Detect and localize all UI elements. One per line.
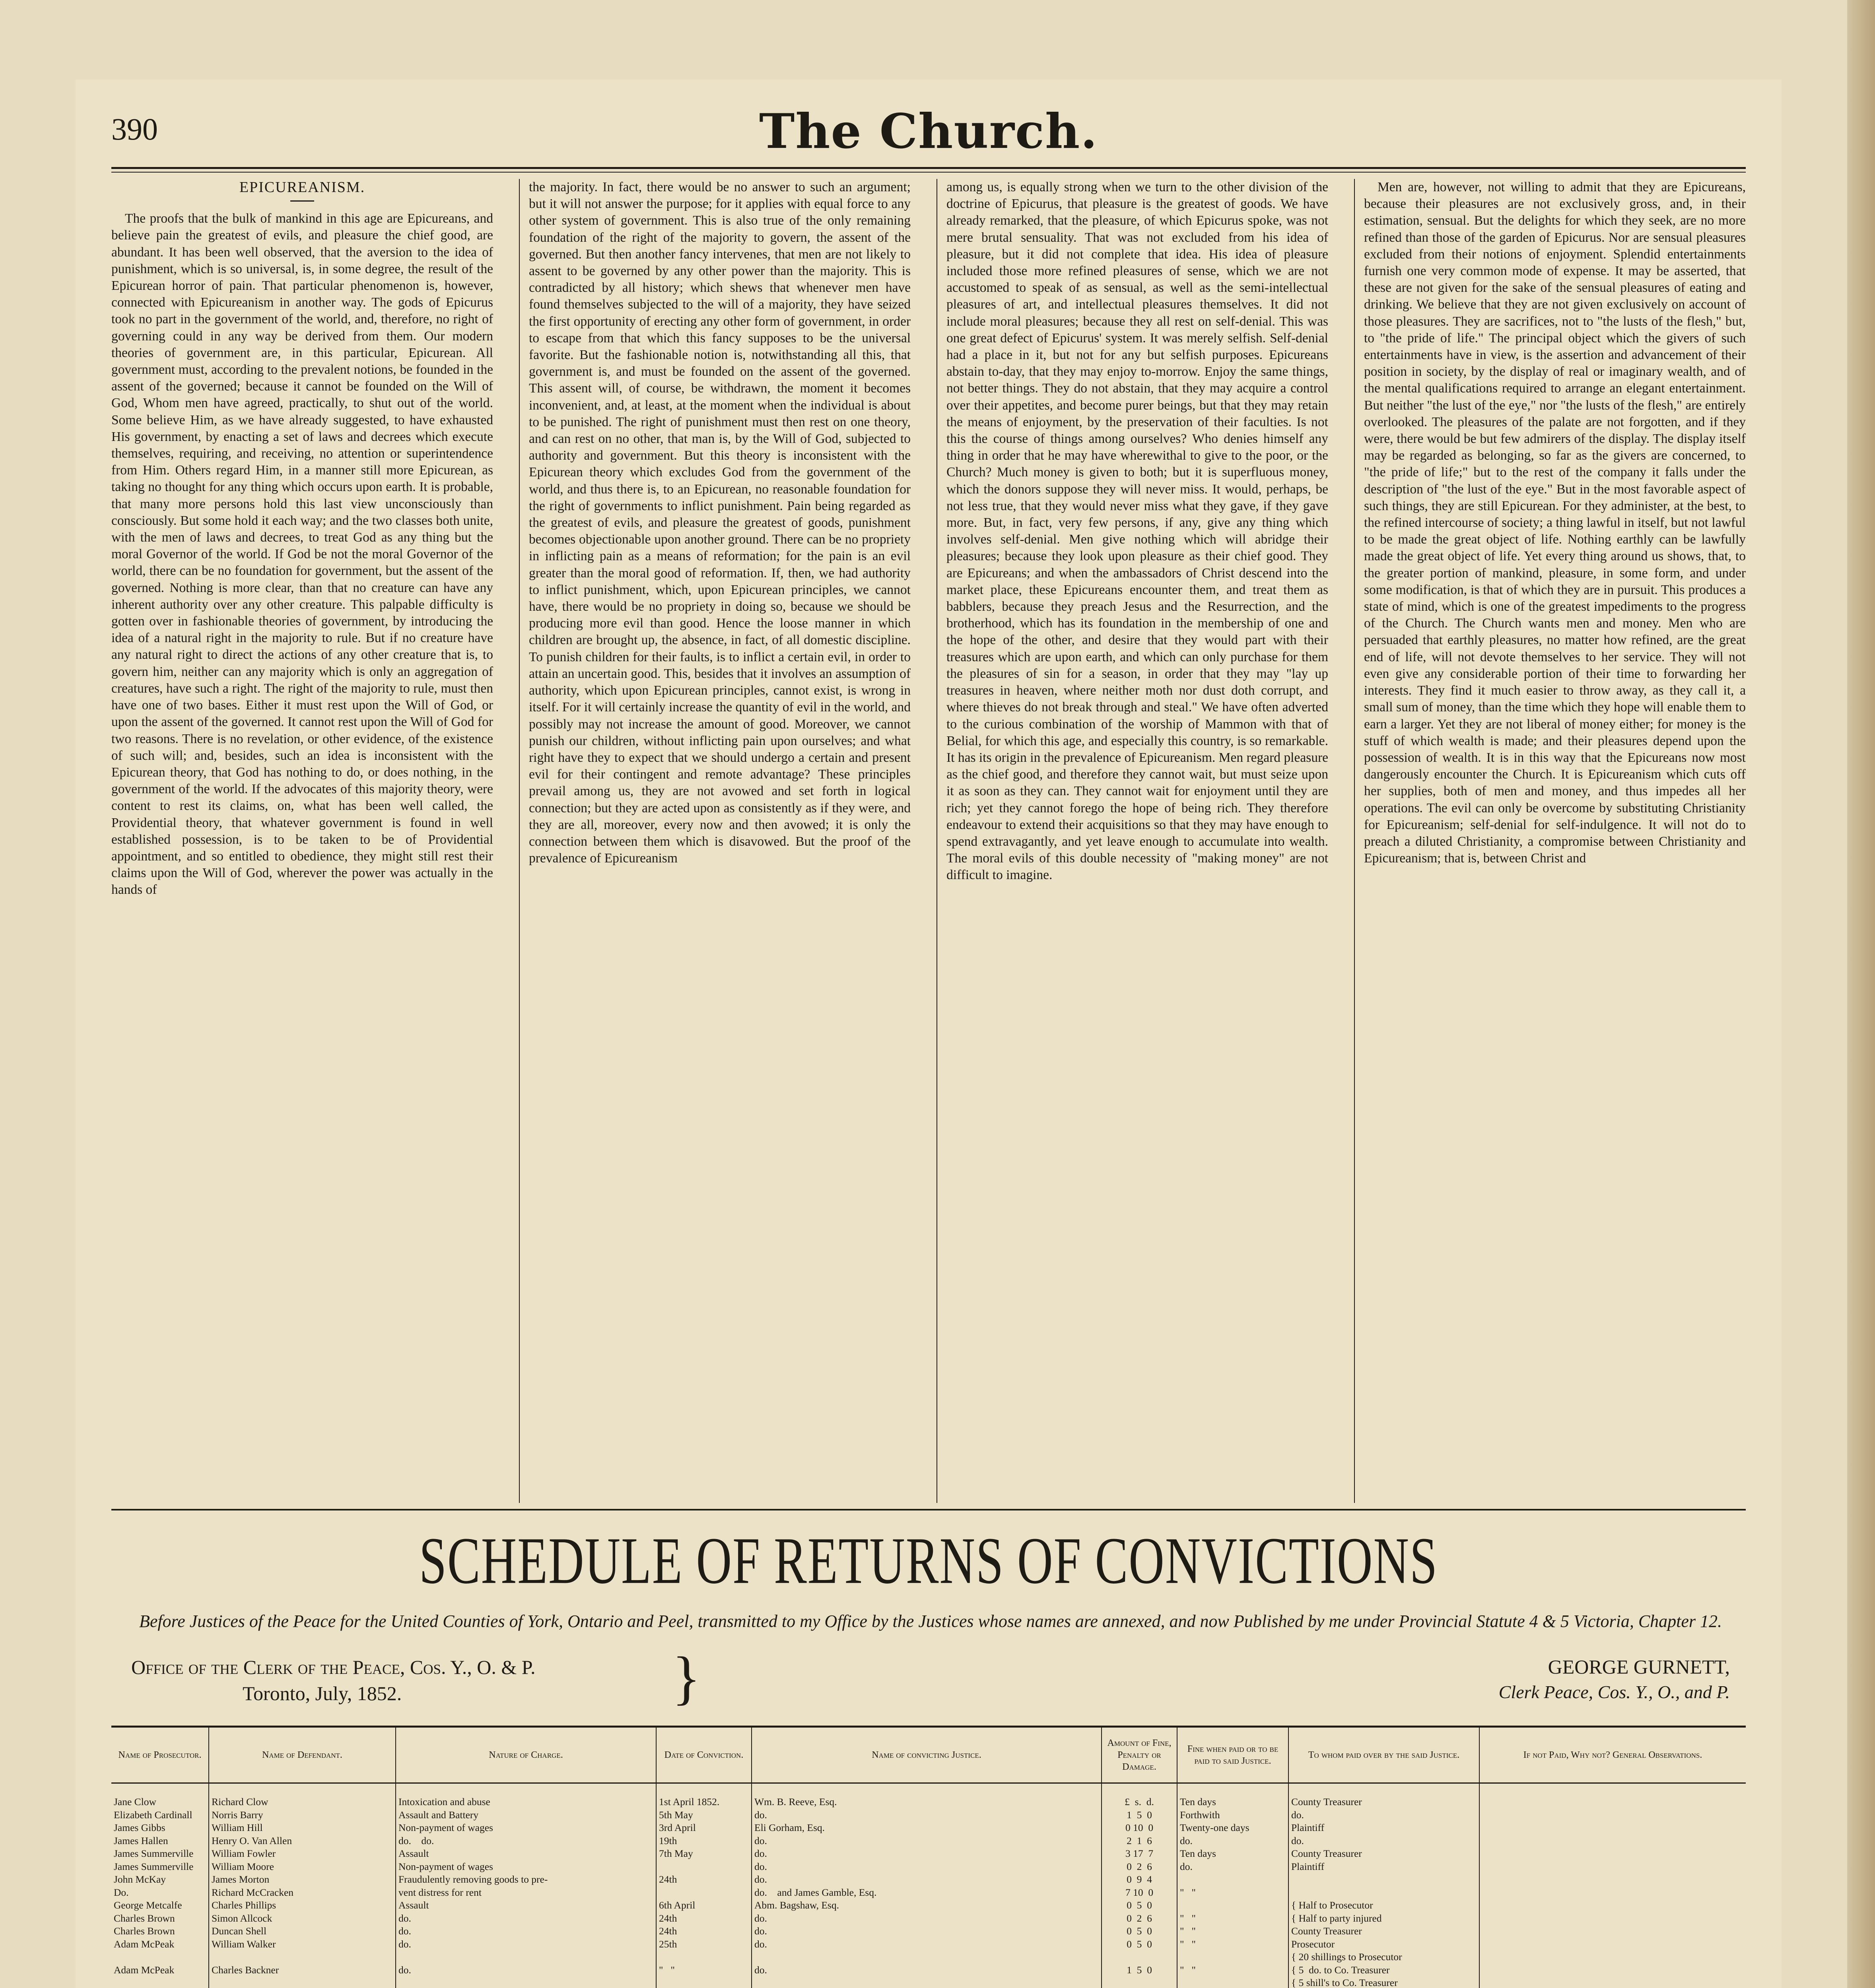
signer-name: GEORGE GURNETT, bbox=[1548, 1656, 1730, 1678]
article-text-col2: the majority. In fact, there would be no answer to such an argument; but it will not answer the purpose; for it applies with equal force to any other system of government. This is also true of the only remaining foundation of the right of the majority to govern, the assent of the governed. But then another fancy intervenes, that men are not likely to assent to be governed by any other power than the majority. This is contradicted by all history; which shews that whenever men have found themselves subjected to the will of a majority, they have seized the first opportunity of erecting any other form of government, in order to escape from that which this fancy supposes to be the universal favorite. But the fashionable notion is, notwithstanding all this, that government is, and must be founded on the assent of the governed. This assent will, of course, be withdrawn, the moment it becomes inconvenient, and, at least, at the moment when the individual is about to be punished. The right of punishment must then rest on one theory, and can rest on no other, that man is, by the Will of God, subjected to authority and government. But this theory is inconsistent with the Epicurean theory which excludes God from the government of the world, and thus there is, to an Epicurean, no reasonable foundation for the right of governments to inflict punishment. Pain being regarded as the greatest of evils, and pleasure the greatest of goods, punishment becomes objectionable upon another ground. There can be no propriety in inflicting pain as a means of reformation; for the pain is an evil greater than the moral good of reformation. If, then, we had authority to inflict punishment, which, upon Epicurean principles, we cannot have, there would be no propriety in doing so, because we should be producing more evil than good. Hence the loose manner in which children are brought up, the absence, in fact, of all domestic discipline. To punish children for their faults, is to inflict a certain evil, in order to attain an uncertain good. This, besides that it involves an assumption of authority, which upon Epicurean principles, cannot exist, is wrong in itself. For it will certainly increase the quantity of evil in the world, and possibly may not increase the amount of good. Moreover, we cannot punish our children, without inflicting pain upon ourselves; and what right have they to expect that we should undergo a certain and present evil for their contingent and remote advantage? These principles prevail among us, they are not avowed and set forth in logical connection; but they are acted upon as consistently as if they were, and they are all, moreover, every now and then avowed; it is only the connection between them which is disavowed. But the proof of the prevalence of Epicureanism bbox=[529, 180, 911, 866]
header-amount: Amount of Fine, Penalty or Damage. bbox=[1102, 1728, 1177, 1783]
article-column-2 bbox=[529, 179, 911, 1503]
newspaper-page bbox=[76, 80, 1782, 1988]
cell-paid-to: County Treasurer do. Plaintiff do. County Treasurer Plaintiff { Half to Prosecutor { Half to party injured County Treasurer Prosecutor { 20 shillings to Prosecutor { 5 do. to Co. Treasurer { 5 shill's to Co. Treasurer bbox=[1288, 1783, 1479, 1988]
article-columns bbox=[111, 179, 1746, 1503]
page-binding-edge bbox=[1847, 0, 1875, 1988]
cell-paid-when: Ten days Forthwith Twenty-one days do. Ten days do. " " " " " " " " " " bbox=[1177, 1783, 1288, 1988]
article-column-3 bbox=[946, 179, 1328, 1503]
convictions-table bbox=[111, 1726, 1746, 1988]
cell-justices: Wm. B. Reeve, Esq. do. Eli Gorham, Esq. do. do. do. do. do. and James Gamble, Esq. Abm. Bagshaw, Esq. do. do. do. do. bbox=[752, 1783, 1102, 1988]
office-line-2: Toronto, July, 1852. bbox=[243, 1682, 402, 1705]
page-header bbox=[111, 103, 1746, 163]
page-number: 390 bbox=[111, 112, 158, 146]
header-rule-thin bbox=[111, 172, 1746, 173]
article-column-1 bbox=[111, 179, 493, 1503]
cell-charges: Intoxication and abuse Assault and Battery Non-payment of wages do. do. Assault Non-payment of wages Fraudulently removing goods to pre- vent distress for rent Assault do. do. do. do. bbox=[396, 1783, 656, 1988]
article-title: EPICUREANISM. bbox=[239, 179, 365, 196]
cell-prosecutors: Jane Clow Elizabeth Cardinall James Gibbs James Hallen James Summerville James Summerville John McKay Do. George Metcalfe Charles Brown Charles Brown Adam McPeak Adam McPeak bbox=[111, 1783, 209, 1988]
schedule-signer bbox=[1499, 1654, 1730, 1705]
table-row bbox=[111, 1783, 1746, 1988]
signer-title: Clerk Peace, Cos. Y., O., and P. bbox=[1498, 1682, 1730, 1702]
cell-dates: 1st April 1852. 5th May 3rd April 19th 7th May 24th 6th April 24th 24th 25th " " bbox=[656, 1783, 752, 1988]
header-observations: If not Paid, Why not? General Observations. bbox=[1479, 1728, 1746, 1783]
cell-defendants: Richard Clow Norris Barry William Hill Henry O. Van Allen William Fowler William Moore James Morton Richard McCracken Charles Phillips Simon Allcock Duncan Shell William Walker Charles Backner bbox=[209, 1783, 396, 1988]
header-defendant: Name of Defendant. bbox=[209, 1728, 396, 1783]
header-prosecutor: Name of Prosecutor. bbox=[111, 1728, 209, 1783]
article-text-col3: among us, is equally strong when we turn to the other division of the doctrine of Epicurus, that pleasure is the greatest of goods. We have already remarked, that the pleasure, of which Epicurus spoke, was not mere brutal sensuality. That was not excluded from his idea of pleasure, but it did not complete that idea. His idea of pleasure included those more refined pleasures of sense, which we are not accustomed to speak of as sensual, as well as the semi-intellectual pleasures of art, and intellectual pleasures themselves. It did not include moral pleasures; because they all rest on self-denial. This was one great defect of Epicurus' system. It was merely selfish. Self-denial had a place in it, but not for any but selfish purposes. Epicureans abstain to-day, that they may enjoy to-morrow. Enjoy the same things, not better things. They do not abstain, that they may acquire a control over their appetites, and become purer beings, but that they may retain the means of enjoyment, by the preservation of their faculties. Is not this the course of things among ourselves? Who denies himself any thing in order that he may have wherewithal to give to the poor, or the Church? Much money is given to both; but it is superfluous money, which the donors suppose they will never miss. It would, perhaps, be not less true, that they would never miss what they gave, if they gave more. But, in fact, very few persons, if any, give any thing which involves self-denial. Men give nothing which will abridge their pleasures; because they look upon pleasure as their chief good. They are Epicureans; and when the ambassadors of Christ descend into the market place, these Epicureans encounter them, and treat them as babblers, because they preach Jesus and the Resurrection, and the brotherhood, which has its foundation in the membership of one and the hope of the other, and desire that they would part with their treasures which are upon earth, and which can only purchase for them the pleasures of sin for a season, in order that they may "lay up treasures in heaven, where neither moth nor dust doth corrupt, and where thieves do not break through and steal." We have often adverted to the curious combination of the worship of Mammon with that of Belial, for which this age, and especially this country, is so remarkable. It has its origin in the prevalence of Epicureanism. Men regard pleasure as the chief good, and therefore they cannot wait, but must seize upon it as soon as they can. They cannot wait for enjoyment until they are rich; yet they cannot forego the hope of being rich. They therefore endeavour to extend their acquisitions so that they may have enough to spend extravagantly, and yet leave enough to accumulate into wealth. The moral evils of this double necessity of "making money" are not difficult to imagine. bbox=[946, 180, 1328, 883]
article-column-4 bbox=[1364, 179, 1746, 1503]
schedule-title: SCHEDULE OF RETURNS OF CONVICTIONS bbox=[419, 1524, 1438, 1598]
section-rule bbox=[111, 1509, 1746, 1510]
column-divider bbox=[519, 179, 520, 1503]
header-rule-thick bbox=[111, 167, 1746, 169]
header-paid-to: To whom paid over by the said Justice. bbox=[1288, 1728, 1479, 1783]
header-charge: Nature of Charge. bbox=[396, 1728, 656, 1783]
brace-glyph: } bbox=[672, 1645, 701, 1711]
schedule-subtitle: Before Justices of the Peace for the United Counties of York, Ontario and Peel, transmitted to my Office by the Justices whose names are annexed, and now Published by me under Provincial Statute 4 & 5 Victoria, Chapter 12. bbox=[139, 1611, 1722, 1631]
office-line-1: Office of the Clerk of the Peace, Cos. Y., O. & P. bbox=[131, 1656, 536, 1678]
masthead: The Church. bbox=[759, 103, 1098, 159]
header-paid-when: Fine when paid or to be paid to said Justice. bbox=[1177, 1728, 1288, 1783]
title-rule bbox=[290, 200, 314, 202]
article-text-col4: Men are, however, not willing to admit that they are Epicureans, because their pleasures are not exclusively gross, and, in their estimation, sensual. But the delights for which they seek, are no more refined than those of the garden of Epicurus. Nor are sensual pleasures excluded from their notions of enjoyment. Splendid entertainments furnish one very common mode of expense. It may be asserted, that these are not given for the sake of the sensual pleasures of eating and drinking. We believe that they are not given exclusively on account of those pleasures. They are sacrifices, not to "the lusts of the flesh," but, to "the pride of life." The principal object which the givers of such entertainments have in view, is the assertion and advancement of their position in society, by the display of real or imaginary wealth, and of the mental qualifications required to arrange an elegant entertainment. But neither "the lust of the eye," nor "the lusts of the flesh," are entirely overlooked. The pleasures of the palate are not forgotten, and if they were, there would be but few admirers of the display. The display itself may be regarded as belonging, so far as the givers are concerned, to "the pride of life;" but to the rest of the company it falls under the description of "the lust of the eye." But in the most favorable aspect of such things, they are still Epicurean. For they administer, at the best, to the refined intercourse of society; a thing lawful in itself, but not lawful to be made the great object of life. Nothing earthly can be lawfully made the great object of life. Yet every thing around us shows, that, to the greater portion of mankind, pleasure, in some form, and under some modification, is that of which they are in pursuit. This produces a state of mind, which is one of the greatest impediments to the progress of the Church. The Church wants men and money. Men who are persuaded that earthly pleasures, no matter how refined, are the great end of life, will not devote themselves to her service. They will not even give any considerable portion of their time to forwarding her interests. They find it much easier to throw away, as they call it, a small sum of money, than the time which they hope will enable them to earn a larger. Yet they are not liberal of money either; for money is the stuff of which wealth is made; and their pleasures depend upon the possession of wealth. It is in this way that the Epicureans now most dangerously encounter the Church. It is Epicureanism which cuts off her supplies, both of men and money, and thus impedes all her operations. The evil can only be overcome by substituting Christianity for Epicureanism; self-denial for self-indulgence. It will not do to preach a diluted Christianity, a compromise between Christianity and Epicureanism; that is, between Christ and bbox=[1364, 180, 1746, 866]
cell-observations bbox=[1479, 1783, 1746, 1988]
header-justice: Name of convicting Justice. bbox=[752, 1728, 1102, 1783]
schedule-office bbox=[131, 1654, 536, 1706]
cell-amounts: £ s. d. 1 5 0 0 10 0 2 1 6 3 17 7 0 2 6 0 9 4 7 10 0 0 5 0 0 2 6 0 5 0 0 5 0 1 5 0 bbox=[1102, 1783, 1177, 1988]
header-date: Date of Conviction. bbox=[656, 1728, 752, 1783]
table-header-row bbox=[111, 1728, 1746, 1783]
column-divider bbox=[1354, 179, 1355, 1503]
article-text-col1: The proofs that the bulk of mankind in this age are Epicureans, and believe pain the greatest of evils, and pleasure the chief good, are abundant. It has been well observed, that the aversion to the idea of punishment, which is so universal, is, in some degree, the result of the Epicurean horror of pain. That particular phenomenon is, however, connected with Epicureanism in another way. The gods of Epicurus took no part in the government of the world, and, therefore, no right of governing could in any way be derived from them. Our modern theories of government are, in this particular, Epicurean. All government must, according to the prevalent notions, be founded in the assent of the governed; because it cannot be founded on the Will of God, Whom men have agreed, practically, to shut out of the world. Some believe Him, as we have already suggested, to have exhausted His government, by enacting a set of laws and decrees which execute themselves, requiring, and receiving, no attention or superintendence from Him. Others regard Him, in a manner still more Epicurean, as taking no thought for any thing which occurs upon earth. It is probable, that many more persons hold this last view unconsciously than consciously. But some hold it each way; and the two classes both unite, with the men of laws and decrees, to treat God as any thing but the moral Governor of the world. If God be not the moral Governor of the world, there can be no foundation for government, but the assent of the governed. Nothing is more clear, than that no creature can have any inherent authority over any other creature. This palpable difficulty is gotten over in fashionable theories of government, by introducing the idea of a natural right in the majority to rule. But if no creature have any natural right to direct the actions of any other creature that is, to govern him, neither can any majority which is only an aggregation of creatures, have such a right. The right of the majority to rule, must then have one of two bases. Either it must rest upon the Will of God, or upon the assent of the governed. It cannot rest upon the Will of God for two reasons. There is no revelation, or other evidence, of the existence of such will; and, besides, such an idea is inconsistent with the Epicurean theory, that God has nothing to do, or does nothing, in the government of the world. If the advocates of this majority theory, were content to rest its claims, on, what has been well called, the Providential theory, that whatever government is found in well established possession, is to be taken to be of Providential appointment, and so entitled to obedience, they might still rest their claims upon the Will of God, wherever the power was actually in the hands of bbox=[111, 211, 493, 897]
